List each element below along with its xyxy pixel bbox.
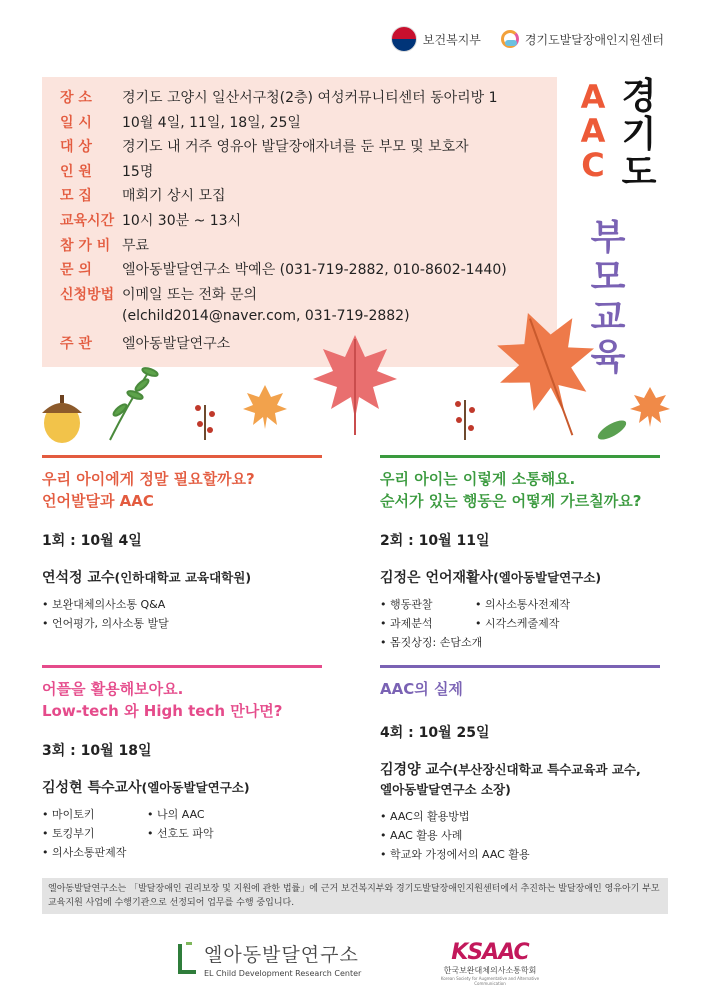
instructor-affiliation: (엘아동발달연구소) xyxy=(141,780,250,795)
session-title-line: AAC의 실제 xyxy=(380,680,463,698)
info-row-contact xyxy=(60,259,557,284)
section-divider xyxy=(380,455,660,458)
topic-item: • AAC의 활용방법 xyxy=(380,810,470,823)
ksaac-name: 한국보완대체의사소통학회 xyxy=(443,966,537,975)
topic-item: • 토킹부기 xyxy=(42,827,95,840)
topic-item: • 행동관찰 xyxy=(380,598,433,611)
ksaac-logo xyxy=(430,940,550,986)
session-4-date: 4회 : 10월 25일 xyxy=(380,725,490,741)
session-title-line: 어플을 활용해보아요. xyxy=(42,680,184,698)
section-divider xyxy=(380,665,660,668)
autumn-leaves-illustration xyxy=(0,290,710,460)
section-divider xyxy=(42,455,322,458)
topic-item: • 의사소통판제작 xyxy=(42,846,127,859)
center-mark-icon xyxy=(499,28,519,50)
instructor-affiliation-line2: 엘아동발달연구소 소장) xyxy=(380,782,511,797)
topic-item: • AAC 활용 사례 xyxy=(380,829,463,842)
info-label: 신청방법 xyxy=(60,286,115,303)
top-logos xyxy=(391,26,664,52)
green-leaf-right-icon xyxy=(595,417,629,443)
session-4-topics xyxy=(380,808,660,862)
green-branch-icon xyxy=(110,366,159,440)
info-value: 15명 xyxy=(122,163,154,180)
instructor-name: 연석정 교수 xyxy=(42,570,115,586)
info-row-target xyxy=(60,136,557,161)
session-4-title xyxy=(380,678,660,700)
ministry-name: 보건복지부 xyxy=(422,32,481,47)
info-label: 모 집 xyxy=(60,188,92,205)
topic-item: • 학교와 가정에서의 AAC 활용 xyxy=(380,848,530,861)
session-1-date: 1회 : 10월 4일 xyxy=(42,533,142,549)
session-1-section xyxy=(42,455,322,631)
info-value: 매회기 상시 모집 xyxy=(122,188,226,205)
taegeuk-icon xyxy=(391,26,417,52)
session-2-topics xyxy=(380,596,660,650)
el-center-name: 엘아동발달연구소 xyxy=(204,944,359,966)
topic-item: • 의사소통사전제작 xyxy=(475,598,570,611)
session-1-title xyxy=(42,468,322,512)
section-divider xyxy=(42,665,322,668)
instructor-affiliation: (인하대학교 교육대학원) xyxy=(114,570,252,585)
session-3-topics xyxy=(42,806,322,860)
info-value: 경기도 내 거주 영유아 발달장애자녀를 둔 부모 및 보호자 xyxy=(122,139,469,156)
session-3-instructor xyxy=(42,778,322,798)
instructor-affiliation: (엘아동발달연구소) xyxy=(493,570,602,585)
info-value: 경기도 고양시 일산서구청(2층) 여성커뮤니티센터 동아리방 1 xyxy=(122,90,498,106)
session-3-title xyxy=(42,678,322,722)
acorn-icon xyxy=(42,395,82,443)
info-label: 인 원 xyxy=(60,163,92,180)
info-label: 장 소 xyxy=(60,90,92,106)
info-value: 엘아동발달연구소 박예은 (031-719-2882, 010-8602-1440) xyxy=(122,262,507,279)
info-label: 교육시간 xyxy=(60,212,115,229)
session-2-section xyxy=(380,455,660,650)
info-row-fee xyxy=(60,235,557,260)
info-value: 10월 4일, 11일, 18일, 25일 xyxy=(122,114,301,131)
center-name: 경기도발달장애인지원센터 xyxy=(524,32,664,47)
info-value: 무료 xyxy=(122,237,150,254)
info-label: 문 의 xyxy=(60,262,92,279)
small-leaf-icon xyxy=(243,385,287,429)
info-row-time xyxy=(60,210,557,235)
info-label: 참 가 비 xyxy=(60,237,111,254)
topic-item: • 선호도 파악 xyxy=(147,827,214,840)
bottom-logos xyxy=(0,936,710,986)
session-1-instructor xyxy=(42,568,322,588)
topic-item: • 몸짓상징: 손담소개 xyxy=(380,636,483,649)
session-2-title xyxy=(380,468,660,512)
info-value-email[interactable]: (elchild2014@naver.com, 031-719-2882) xyxy=(122,308,410,325)
session-title-line: 우리 아이에게 정말 필요할까요? xyxy=(42,470,255,488)
topic-item: • 언어평가, 의사소통 발달 xyxy=(42,617,169,630)
session-4-section xyxy=(380,665,660,862)
topic-item: • 나의 AAC xyxy=(147,808,205,821)
title-region: 경기도 xyxy=(621,76,657,193)
info-label: 주 관 xyxy=(60,335,92,352)
session-1-topics xyxy=(42,596,322,631)
info-value: 이메일 또는 전화 문의 xyxy=(122,286,258,303)
instructor-name: 김경양 교수 xyxy=(380,762,453,778)
session-title-line: 우리 아이는 이렇게 소통해요. xyxy=(380,470,576,488)
ksaac-mark: KSAAC xyxy=(451,940,529,965)
info-row-place xyxy=(60,87,557,112)
session-2-date: 2회 : 10월 11일 xyxy=(380,533,490,549)
session-title-line: 순서가 있는 행동은 어떻게 가르칠까요? xyxy=(380,492,642,510)
instructor-affiliation: (부산장신대학교 특수교육과 교수, xyxy=(452,762,641,777)
session-4-instructor xyxy=(380,760,660,800)
center-logo xyxy=(499,28,664,50)
session-2-instructor xyxy=(380,568,660,588)
topic-item: • 시각스케줄제작 xyxy=(475,617,560,630)
topic-item: • 보완대체의사소통 Q&A xyxy=(42,598,166,611)
info-value: 엘아동발달연구소 xyxy=(122,335,231,352)
session-title-line: 언어발달과 AAC xyxy=(42,492,154,510)
session-title-line: Low-tech 와 High tech 만나면? xyxy=(42,702,283,720)
info-label: 일 시 xyxy=(60,114,92,131)
info-row-recruit xyxy=(60,185,557,210)
small-leaf-right-icon xyxy=(630,387,670,427)
session-3-date: 3회 : 10월 18일 xyxy=(42,743,152,759)
info-value: 10시 30분 ~ 13시 xyxy=(122,212,242,229)
orange-leaf-icon xyxy=(481,296,619,452)
instructor-name: 김정은 언어재활사 xyxy=(380,570,494,586)
info-row-capacity xyxy=(60,161,557,186)
title-parent-education: 부모교육 xyxy=(590,217,626,378)
ksaac-english: Korean Society for Augmentative and Alternative Communication xyxy=(440,976,540,986)
instructor-name: 김성현 특수교사 xyxy=(42,780,142,796)
topic-item: • 과제분석 xyxy=(380,617,433,630)
topic-item: • 마이토키 xyxy=(42,808,95,821)
title-aac: AAC xyxy=(580,78,606,184)
el-mark-icon xyxy=(178,942,200,976)
maple-leaf-icon xyxy=(313,335,397,435)
info-label: 대 상 xyxy=(60,139,92,156)
el-center-logo xyxy=(178,940,361,978)
ministry-logo xyxy=(391,26,481,52)
info-row-date xyxy=(60,112,557,137)
session-3-section xyxy=(42,665,322,860)
el-center-english: EL Child Development Research Center xyxy=(204,969,362,978)
footer-note: 엘아동발달연구소는 「발달장애인 권리보장 및 지원에 관한 법률」에 근거 보건복지부와 경기도발달장애인지원센터에서 추진하는 발달장애인 영유아기 부모교육지원 사업에 수행기관으로 선정되어 업무를 수행 중입니다. xyxy=(42,878,668,914)
